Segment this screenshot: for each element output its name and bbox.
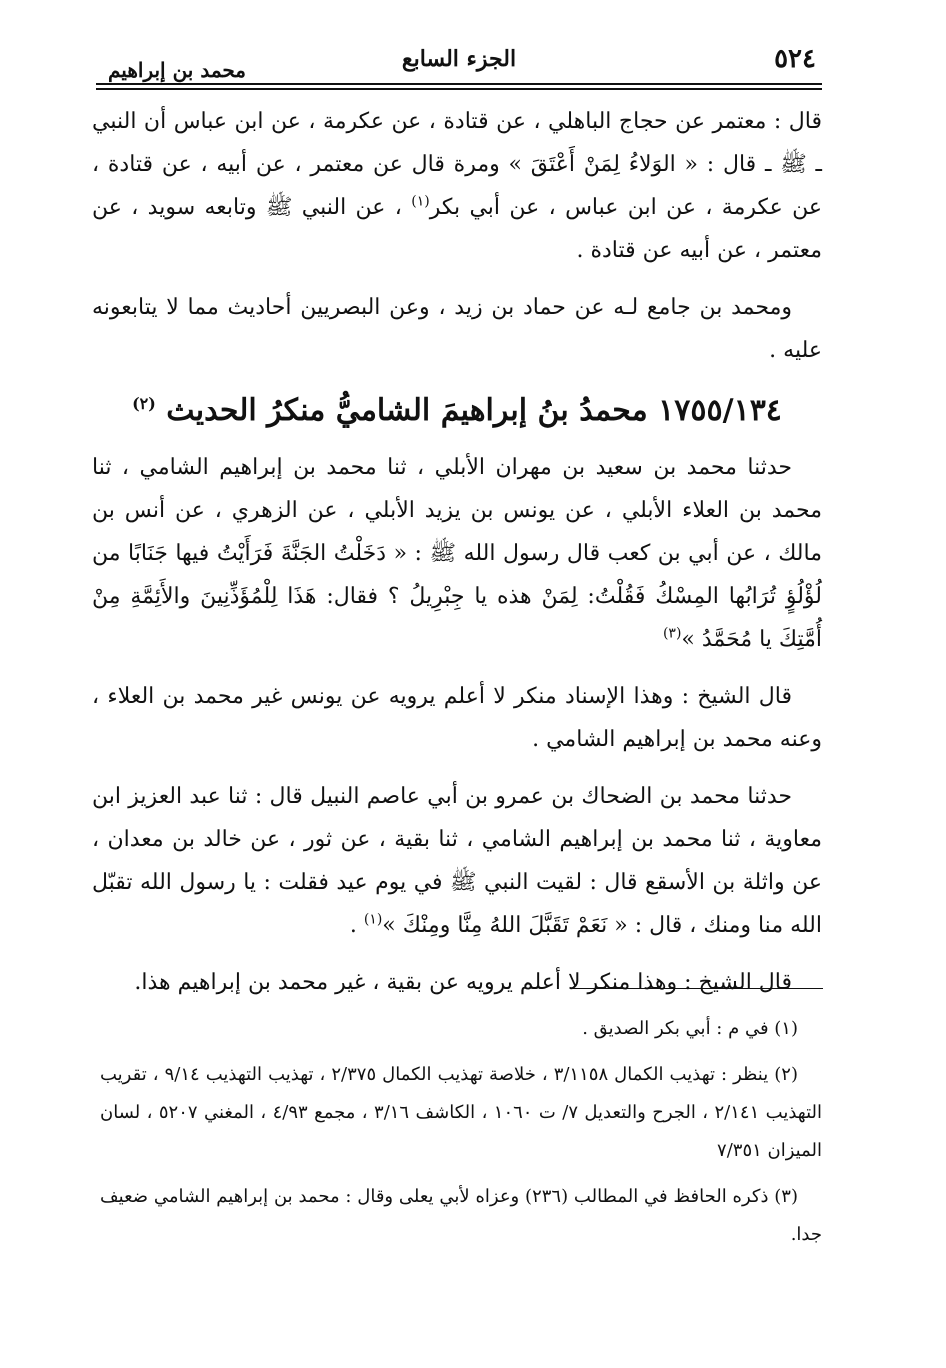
main-text xyxy=(92,100,822,1018)
paragraph-5: حدثنا محمد بن الضحاك بن عمرو بن أبي عاصم النبيل قال : ثنا عبد العزيز ابن معاوية ، ثنا محمد بن إبراهيم الشامي ، ثنا بقية ، عن ثور ، عن خالد بن معدان ، عن واثلة بن الأسقع قال : لقيت النبي ﷺ في يوم عيد فقلت : يا رسول الله تقبّل الله منا ومنك ، قال : « نَعَمْ تَقَبَّلَ اللهُ مِنَّا ومِنْكَ »$^{(١)}$ . xyxy=(92,784,822,938)
part-title: الجزء السابع xyxy=(401,46,517,72)
page-header xyxy=(96,40,822,84)
footnotes xyxy=(100,1010,822,1262)
paragraph-2: ومحمد بن جامع لـه عن حماد بن زيد ، وعن البصريين أحاديث مما لا يتابعونه عليه . xyxy=(92,295,822,363)
footnote-ref-2: (٢) xyxy=(132,394,156,413)
header-rule-bottom xyxy=(96,88,822,90)
footnote-2: (٢) ينظر : تهذيب الكمال ٣/١١٥٨ ، خلاصة تهذيب الكمال ٢/٣٧٥ ، تهذيب التهذيب ٩/١٤ ، تقريب التهذيب ٢/١٤١ ، الجرح والتعديل ٧/ ت ١٠٦٠ ، الكاشف ٣/١٦ ، مجمع ٤/٩٣ ، المغني ٥٢٠٧ ، لسان الميزان ٧/٣٥١ xyxy=(100,1064,823,1161)
paragraph-6: قال الشيخ : وهذا منكر لا أعلم يرويه عن بقية ، غير محمد بن إبراهيم هذا. xyxy=(134,970,792,995)
page-number: ٥٢٤ xyxy=(774,44,816,74)
footnote-1: (١) في م : أبي بكر الصديق . xyxy=(582,1018,798,1039)
footnote-ref-1: (١) xyxy=(411,193,430,210)
footnote-3: (٣) ذكره الحافظ في المطالب (٢٣٦) وعزاه لأبي يعلى وقال : محمد بن إبراهيم الشامي ضعيف جدا. xyxy=(100,1186,822,1245)
paragraph-3: حدثنا محمد بن سعيد بن مهران الأبلي ، ثنا محمد بن إبراهيم الشامي ، ثنا محمد بن العلاء الأبلي ، عن يونس بن يزيد الأبلي ، عن الزهري ، عن أنس بن مالك ، عن أبي بن كعب قال رسول الله ﷺ : « دَخَلْتُ الجَنَّةَ فَرَأَيْتُ فيها جَنَابًا من لُؤْلُؤٍ تُرَابُها المِسْكُ فَقُلْتُ: لِمَنْ هذه يا جِبْرِيلُ ؟ فقال: هَذَا لِلْمُؤَذِّنِينَ والأَئِمَّةِ مِنْ أُمَّتِكَ يا مُحَمَّدُ »$^{(٣)}$ xyxy=(92,455,822,652)
header-rule-top xyxy=(96,83,822,85)
paragraph-4: قال الشيخ : وهذا الإسناد منكر لا أعلم يرويه عن يونس غير محمد بن العلاء ، وعنه محمد بن إبراهيم الشامي . xyxy=(92,684,822,752)
footnote-ref-3: (٣) xyxy=(662,625,682,642)
entry-heading: ١٧٥٥/١٣٤ محمدُ بنُ إبراهيمَ الشاميُّ منكرُ الحديث $^{(٢)}$ xyxy=(132,393,782,428)
paragraph-1: قال : معتمر عن حجاج الباهلي ، عن قتادة ، عن عكرمة ، عن ابن عباس أن النبي ـ ﷺ ـ قال : « الوَلاءُ لِمَنْ أَعْتَقَ » ومرة قال عن معتمر ، عن أبيه ، عن قتادة ، عن عكرمة ، عن ابن عباس ، عن أبي بكر$^{(١)}$ ، عن النبي ﷺ وتابعه سويد ، عن معتمر ، عن أبيه عن قتادة . xyxy=(92,109,822,263)
running-head-author: محمد بن إبراهيم xyxy=(108,58,247,82)
footnote-separator xyxy=(573,988,823,989)
footnote-ref-4: (١) xyxy=(363,911,383,928)
